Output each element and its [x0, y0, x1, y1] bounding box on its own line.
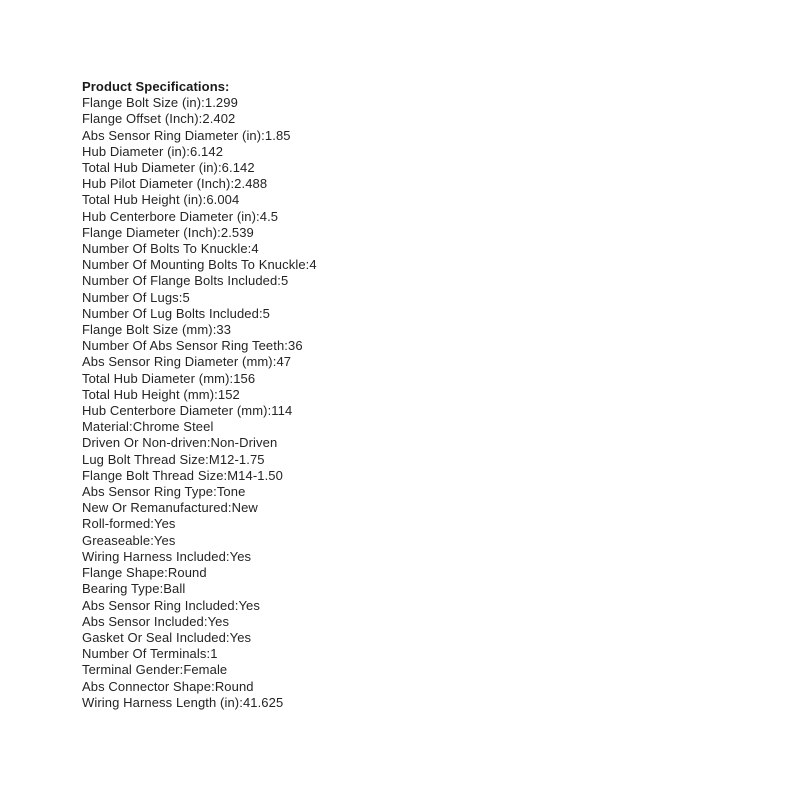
spec-label: Hub Centerbore Diameter (mm): — [82, 403, 272, 419]
spec-value: 4 — [251, 241, 259, 257]
spec-row — [82, 192, 317, 208]
spec-row — [82, 403, 317, 419]
spec-row — [82, 695, 317, 711]
spec-value: 2.488 — [234, 176, 268, 192]
spec-row — [82, 387, 317, 403]
spec-value: 6.142 — [190, 143, 224, 159]
spec-label: Greaseable: — [82, 532, 154, 548]
spec-value: 47 — [276, 354, 292, 370]
spec-row — [82, 144, 317, 160]
spec-label: Roll-formed: — [82, 516, 154, 532]
spec-row — [82, 371, 317, 387]
spec-row — [82, 257, 317, 273]
spec-value: Yes — [153, 532, 176, 548]
spec-value: 2.539 — [220, 224, 254, 240]
spec-label: Abs Connector Shape: — [82, 678, 215, 694]
spec-label: Wiring Harness Included: — [82, 548, 230, 564]
spec-label: Number Of Bolts To Knuckle: — [82, 241, 252, 257]
spec-row — [82, 225, 317, 241]
spec-value: 5 — [262, 305, 271, 321]
spec-row — [82, 484, 317, 500]
spec-value: 5 — [182, 289, 190, 305]
spec-value: New — [231, 500, 258, 516]
spec-row — [82, 598, 317, 614]
spec-value: Round — [167, 565, 207, 581]
spec-value: 2.402 — [202, 111, 236, 127]
spec-row — [82, 241, 317, 257]
spec-value: 6.004 — [206, 192, 240, 208]
spec-label: Total Hub Diameter (in): — [82, 160, 222, 176]
spec-row — [82, 160, 317, 176]
spec-label: Abs Sensor Ring Diameter (mm): — [82, 354, 277, 370]
spec-row — [82, 273, 317, 289]
spec-value: 152 — [217, 386, 240, 402]
spec-label: Flange Bolt Size (in): — [82, 95, 205, 111]
spec-label: Total Hub Diameter (mm): — [82, 370, 234, 386]
spec-value: 5 — [281, 273, 289, 289]
spec-block — [82, 79, 317, 711]
spec-row — [82, 662, 317, 678]
spec-label: Flange Offset (Inch): — [82, 111, 203, 127]
spec-value: Round — [214, 678, 254, 694]
spec-value: Yes — [207, 613, 230, 629]
spec-value: M14-1.50 — [227, 467, 283, 483]
spec-row — [82, 128, 317, 144]
spec-label: Flange Diameter (Inch): — [82, 224, 221, 240]
spec-label: Flange Shape: — [82, 565, 168, 581]
spec-list — [82, 95, 317, 711]
spec-value: Yes — [229, 548, 252, 564]
spec-row — [82, 306, 317, 322]
spec-value: Chrome Steel — [132, 419, 214, 435]
spec-label: Material: — [82, 419, 133, 435]
spec-label: Driven Or Non-driven: — [82, 435, 211, 451]
spec-value: Yes — [154, 516, 176, 532]
spec-row — [82, 549, 317, 565]
spec-row — [82, 516, 317, 532]
spec-row — [82, 111, 317, 127]
spec-row — [82, 354, 317, 370]
spec-label: Number Of Flange Bolts Included: — [82, 273, 282, 289]
spec-value: 6.142 — [221, 160, 255, 176]
spec-value: Yes — [238, 597, 260, 613]
spec-value: 33 — [216, 322, 232, 338]
spec-value: 36 — [288, 338, 303, 354]
spec-value: 4 — [309, 257, 317, 273]
spec-label: Hub Diameter (in): — [82, 143, 190, 159]
spec-value: M12-1.75 — [208, 451, 265, 467]
spec-row — [82, 581, 317, 597]
spec-row — [82, 435, 317, 451]
spec-row — [82, 614, 317, 630]
spec-value: 156 — [233, 370, 256, 386]
spec-label: Bearing Type: — [82, 581, 164, 597]
spec-value: Tone — [216, 484, 246, 500]
spec-row — [82, 533, 317, 549]
spec-label: Hub Pilot Diameter (Inch): — [82, 176, 235, 192]
spec-row — [82, 322, 317, 338]
spec-label: Wiring Harness Length (in): — [82, 694, 243, 710]
spec-row — [82, 338, 317, 354]
spec-heading: Product Specifications: — [82, 79, 230, 94]
spec-value: 1 — [210, 646, 218, 662]
spec-row — [82, 176, 317, 192]
spec-label: Flange Bolt Size (mm): — [82, 322, 217, 338]
spec-value: Yes — [229, 629, 252, 645]
spec-label: Hub Centerbore Diameter (in): — [82, 208, 260, 224]
spec-label: Abs Sensor Ring Included: — [82, 597, 239, 613]
spec-row — [82, 290, 317, 306]
spec-label: New Or Remanufactured: — [82, 500, 232, 516]
spec-row — [82, 452, 317, 468]
spec-label: Total Hub Height (mm): — [82, 386, 218, 402]
spec-label: Gasket Or Seal Included: — [82, 629, 230, 645]
spec-row — [82, 419, 317, 435]
spec-row — [82, 646, 317, 662]
spec-label: Lug Bolt Thread Size: — [82, 451, 209, 467]
spec-label: Total Hub Height (in): — [82, 192, 207, 208]
spec-value: 114 — [271, 403, 293, 419]
spec-value: Non-Driven — [210, 435, 278, 451]
spec-row — [82, 679, 317, 695]
spec-row — [82, 500, 317, 516]
spec-label: Abs Sensor Included: — [82, 613, 208, 629]
spec-value: 1.85 — [264, 127, 291, 143]
spec-label: Number Of Mounting Bolts To Knuckle: — [82, 257, 310, 273]
spec-label: Number Of Terminals: — [82, 646, 211, 662]
spec-label: Abs Sensor Ring Type: — [82, 484, 217, 500]
spec-value: 4.5 — [259, 208, 279, 224]
spec-label: Number Of Abs Sensor Ring Teeth: — [82, 338, 289, 354]
spec-label: Terminal Gender: — [82, 662, 184, 678]
spec-row — [82, 565, 317, 581]
spec-label: Number Of Lug Bolts Included: — [82, 305, 263, 321]
spec-label: Number Of Lugs: — [82, 289, 183, 305]
spec-value: Female — [183, 662, 228, 678]
spec-label: Flange Bolt Thread Size: — [82, 467, 228, 483]
spec-label: Abs Sensor Ring Diameter (in): — [82, 127, 265, 143]
spec-value: 1.299 — [204, 95, 238, 111]
spec-row — [82, 95, 317, 111]
spec-value: Ball — [163, 581, 186, 597]
spec-value: 41.625 — [242, 694, 284, 710]
spec-row — [82, 209, 317, 225]
spec-row — [82, 630, 317, 646]
spec-row — [82, 468, 317, 484]
